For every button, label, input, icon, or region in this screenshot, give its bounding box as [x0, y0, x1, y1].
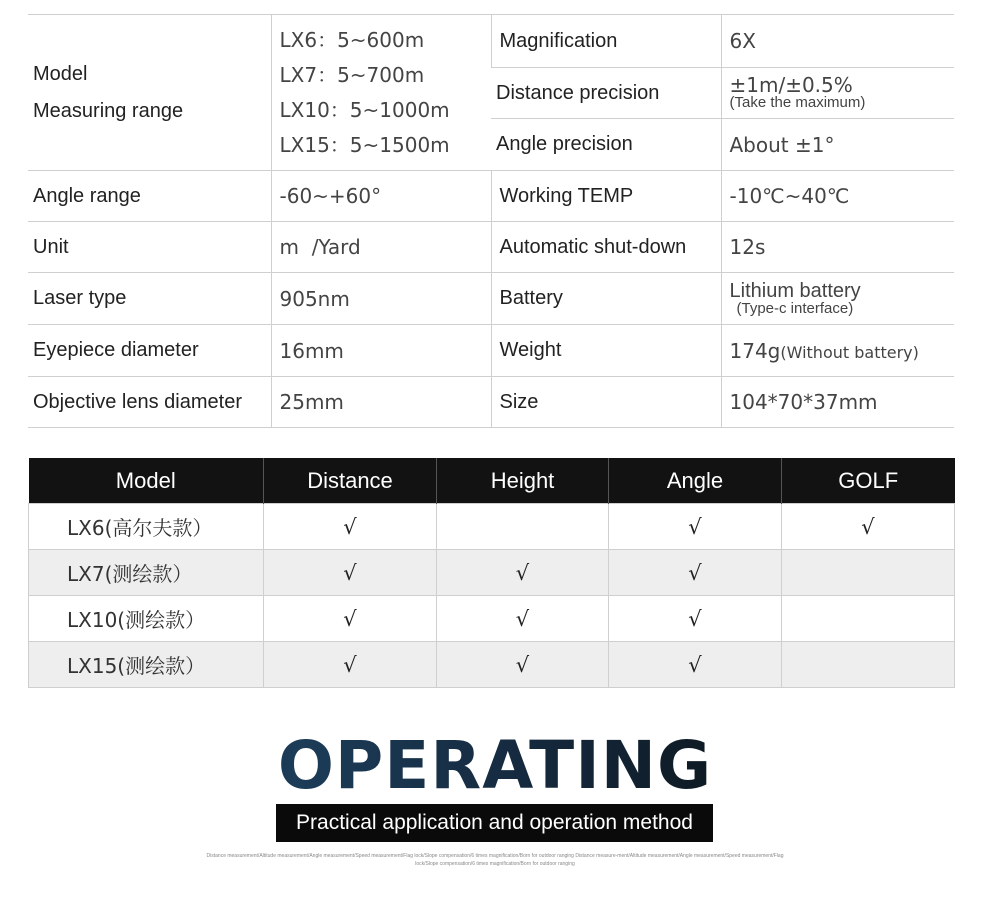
laser-label: Laser type	[28, 273, 271, 325]
row-model: LX15(测绘款）	[29, 642, 264, 688]
model-label: Model	[33, 62, 88, 85]
model-range-label-cell	[28, 15, 271, 171]
row-model: LX10(测绘款）	[29, 596, 264, 642]
range-values-cell	[271, 15, 491, 171]
range-label: Measuring range	[33, 99, 184, 122]
operating-title: OPERATING	[0, 727, 990, 805]
row-model: LX7(测绘款）	[29, 550, 264, 596]
size-value: 104*70*37mm	[721, 377, 954, 428]
magnification-value: 6X	[721, 15, 954, 68]
header-height: Height	[437, 458, 609, 504]
range-lx15: LX15：5~1500m	[279, 132, 450, 157]
range-lx7: LX7：5~700m	[279, 62, 425, 87]
range-lx6: LX6：5~600m	[279, 27, 425, 52]
table-row	[29, 596, 955, 642]
angle-precision-value: About ±1°	[721, 119, 954, 171]
check-golf	[782, 642, 955, 688]
feature-table	[28, 458, 955, 688]
eyepiece-label: Eyepiece diameter	[28, 325, 271, 377]
distance-precision-value: ±1m/±0.5%	[729, 73, 853, 97]
spec-table	[28, 14, 954, 428]
range-lx10: LX10：5~1000m	[279, 97, 450, 122]
weight-cell	[721, 325, 954, 377]
check-height: √	[437, 596, 609, 642]
row-model: LX6(高尔夫款）	[29, 504, 264, 550]
unit-label: Unit	[28, 222, 271, 273]
angle-precision-label: Angle precision	[491, 119, 721, 171]
check-height: √	[437, 550, 609, 596]
objective-value: 25mm	[271, 377, 491, 428]
shutdown-value: 12s	[721, 222, 954, 273]
weight-value: 174g	[729, 338, 781, 363]
table-row	[29, 642, 955, 688]
check-distance: √	[264, 504, 437, 550]
eyepiece-value: 16mm	[271, 325, 491, 377]
working-temp-value: -10℃~40℃	[721, 171, 954, 222]
distance-precision-label: Distance precision	[491, 68, 721, 119]
header-distance: Distance	[264, 458, 437, 504]
check-golf: √	[782, 504, 955, 550]
laser-value: 905nm	[271, 273, 491, 325]
header-model: Model	[29, 458, 264, 504]
check-distance: √	[264, 642, 437, 688]
angle-range-label: Angle range	[28, 171, 271, 222]
working-temp-label: Working TEMP	[491, 171, 721, 222]
distance-precision-note: (Take the maximum)	[729, 94, 866, 111]
battery-note: (Type-c interface)	[736, 299, 854, 317]
check-angle: √	[609, 596, 782, 642]
unit-value: m /Yard	[271, 222, 491, 273]
check-golf	[782, 550, 955, 596]
header-golf: GOLF	[782, 458, 955, 504]
check-angle: √	[609, 504, 782, 550]
distance-precision-cell	[721, 68, 954, 119]
check-height	[437, 504, 609, 550]
angle-range-value: -60~+60°	[271, 171, 491, 222]
weight-note: (Without battery)	[780, 342, 919, 362]
operating-subtitle: Practical application and operation method	[276, 804, 713, 842]
check-golf	[782, 596, 955, 642]
operating-fine-print: Distance measurement/Altitude measurement/Angle measurement/Speed measurement/Flag lock/Slope compensation/6 times magnification/Born for outdoor ranging Distance measure-ment/Altitude measurement/Angle measurement/Speed measurement/Flag lock/Slope compensation/6 times magnification/Born for outdoor ranging	[206, 853, 784, 867]
check-distance: √	[264, 550, 437, 596]
objective-label: Objective lens diameter	[28, 377, 271, 428]
weight-label: Weight	[491, 325, 721, 377]
header-angle: Angle	[609, 458, 782, 504]
check-height: √	[437, 642, 609, 688]
battery-cell	[721, 273, 954, 325]
size-label: Size	[491, 377, 721, 428]
check-angle: √	[609, 642, 782, 688]
table-row	[29, 504, 955, 550]
magnification-label: Magnification	[491, 15, 721, 68]
battery-label: Battery	[491, 273, 721, 325]
check-angle: √	[609, 550, 782, 596]
battery-value: Lithium battery	[729, 279, 861, 302]
shutdown-label: Automatic shut-down	[491, 222, 721, 273]
table-row	[29, 550, 955, 596]
check-distance: √	[264, 596, 437, 642]
